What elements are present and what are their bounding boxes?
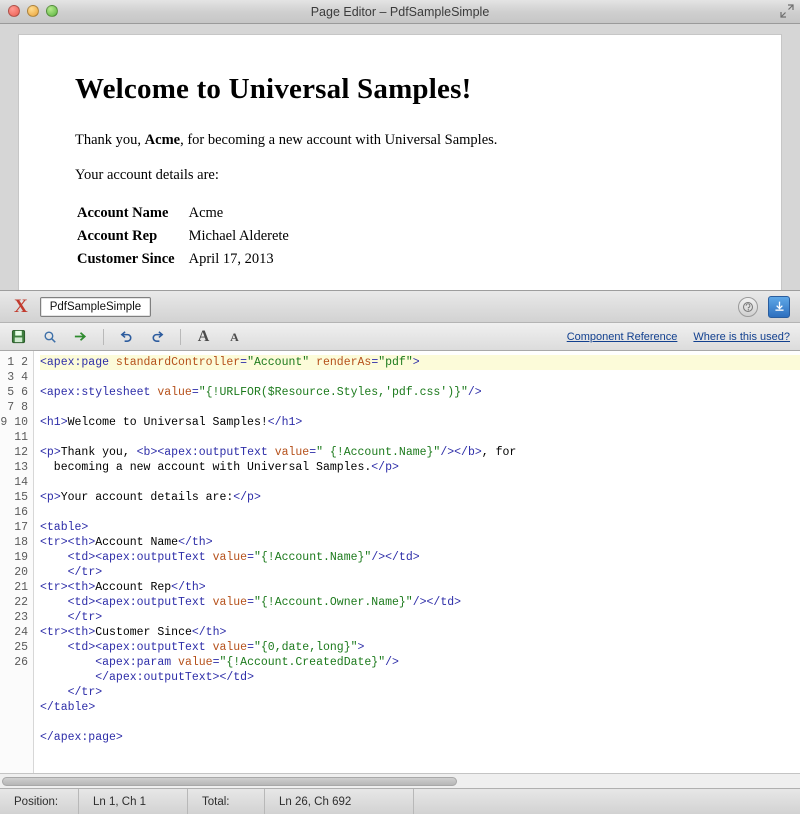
redo-icon[interactable] <box>149 328 166 345</box>
editor-header-actions <box>738 296 790 318</box>
go-icon[interactable] <box>72 328 89 345</box>
code-scroll-region[interactable] <box>34 351 800 773</box>
detail-label-customer-since: Customer Since <box>77 251 175 267</box>
toolbar-divider <box>103 329 104 345</box>
close-button[interactable] <box>8 5 20 17</box>
editor-toolbar <box>0 323 800 351</box>
table-row <box>77 202 289 225</box>
position-label: Position: <box>14 795 59 808</box>
account-details-table <box>77 202 289 271</box>
total-label: Total: <box>202 795 230 808</box>
preview-intro-account: Acme <box>144 132 181 148</box>
preview-details-label: Your account details are: <box>75 167 219 183</box>
detail-label-account-rep: Account Rep <box>77 228 158 244</box>
preview-intro-prefix: Thank you, <box>75 132 145 148</box>
window-titlebar <box>0 0 800 24</box>
total-value: Ln 26, Ch 692 <box>264 789 414 814</box>
download-icon[interactable] <box>768 296 790 318</box>
component-reference-link[interactable]: Component Reference <box>566 330 678 343</box>
preview-intro-suffix: , for becoming a new account with Universal Samples. <box>180 132 498 148</box>
search-icon[interactable] <box>41 328 58 345</box>
detail-label-account-name: Account Name <box>77 205 169 221</box>
rendered-page <box>18 34 782 290</box>
resize-icon[interactable] <box>780 4 794 18</box>
page-preview-pane <box>0 24 800 290</box>
save-icon[interactable] <box>10 328 27 345</box>
preview-heading: Welcome to Universal Samples! <box>75 73 472 105</box>
status-bar <box>0 788 800 814</box>
maximize-button[interactable] <box>46 5 58 17</box>
code-content[interactable]: <apex:page standardController="Account" renderAs="pdf"> <apex:stylesheet value="{!URLFOR($Resource.Styles,'pdf.css')}"/> <h1>Welcome to Universal Samples!</h1> <p>Thank you, <b><apex:outputText value=" {!Account.Name}"/></b>, for becoming a new account with Universal Samples.</p> <p>Your account details are:</p> <table> <tr><th>Account Name</th> <td><apex:outputText value="{!Account.Name}"/></td> </tr> <tr><th>Account Rep</th> <td><apex:outputText value="{!Account.Owner.Name}"/></td> </tr> <tr><th>Customer Since</th> <td><apex:outputText value="{0,date,long}"> <apex:param value="{!Account.CreatedDate}"/> </apex:outputText></td> </tr> </table> </apex:page> <box>34 351 800 745</box>
where-is-this-used-link[interactable]: Where is this used? <box>693 330 790 343</box>
undo-icon[interactable] <box>118 328 135 345</box>
table-row <box>77 225 289 248</box>
code-editor-panel <box>0 290 800 814</box>
table-row <box>77 248 289 271</box>
preview-intro <box>75 132 725 149</box>
toolbar-links <box>567 331 790 343</box>
editor-header <box>0 291 800 323</box>
detail-value-customer-since: April 17, 2013 <box>188 251 274 267</box>
decrease-font-icon[interactable]: A <box>230 329 239 344</box>
code-area[interactable] <box>0 351 800 773</box>
app-logo-icon: X <box>14 296 28 317</box>
horizontal-scrollbar[interactable] <box>0 773 800 788</box>
detail-value-account-rep: Michael Alderete <box>188 228 289 244</box>
scrollbar-thumb[interactable] <box>2 777 457 786</box>
window-title: Page Editor – PdfSampleSimple <box>310 4 490 19</box>
position-value: Ln 1, Ch 1 <box>78 789 188 814</box>
line-number-gutter: 1 2 3 4 5 6 7 8 9 10 11 12 13 14 15 16 17 18 19 20 21 22 23 24 25 26 <box>0 351 34 773</box>
toolbar-divider <box>180 329 181 345</box>
tab-pdfsamplesimple[interactable]: PdfSampleSimple <box>40 297 151 317</box>
minimize-button[interactable] <box>27 5 39 17</box>
window-controls <box>8 5 58 17</box>
detail-value-account-name: Acme <box>188 205 224 221</box>
help-circle-icon[interactable] <box>738 297 758 317</box>
increase-font-icon[interactable]: A <box>197 327 210 345</box>
